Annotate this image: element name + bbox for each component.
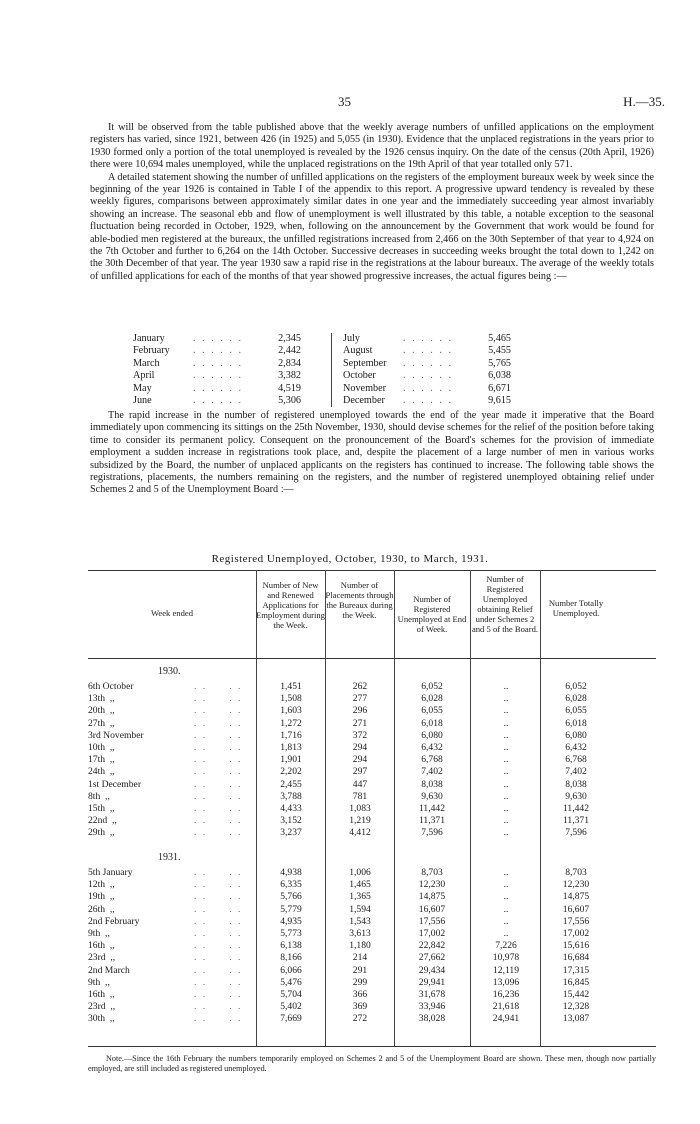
registered-cell: 17,556 bbox=[418, 915, 446, 927]
table-row bbox=[88, 742, 656, 754]
applications-cell: 4,433 bbox=[280, 803, 302, 814]
registered-cell: 29,434 bbox=[418, 964, 446, 976]
relief-cell: .. bbox=[503, 717, 509, 729]
registered-cell: 33,946 bbox=[418, 1001, 446, 1013]
month-name: January bbox=[133, 333, 165, 344]
week-ended: 22nd ,, bbox=[88, 815, 117, 827]
table-row bbox=[88, 879, 656, 891]
total-unemployed-cell: 8,703 bbox=[565, 867, 587, 878]
total-unemployed-cell: 16,684 bbox=[562, 952, 590, 964]
placements-cell: 1,594 bbox=[349, 903, 371, 915]
placements-cell: 297 bbox=[352, 766, 368, 778]
relief-cell: .. bbox=[503, 790, 509, 802]
table-row bbox=[88, 940, 656, 952]
total-unemployed-cell: 8,038 bbox=[565, 778, 587, 790]
table-row bbox=[88, 815, 656, 827]
paragraph-census: It will be observed from the table published above that the weekly average numbers of unfilled applications on the employment registers has varied, since 1921, between 426 (in 1925) and 5,055 (in 1930). Evidence that the unplaced registrations in the years prior to 1930 formed only a portion of the total unemployed is revealed by the 1926 census inquiry. On the date of the census (20th April, 1926) there were 10,694 males unemployed, while the unplaced registrations on the 19th April of that year totalled only 571. bbox=[90, 122, 654, 171]
table-row bbox=[88, 730, 656, 742]
registered-cell: 8,703 bbox=[421, 867, 443, 878]
applications-cell: 6,138 bbox=[280, 940, 302, 952]
relief-cell: 16,236 bbox=[492, 989, 520, 1000]
leader-dots: . . . . . . bbox=[403, 357, 454, 369]
week-ended: 2nd March bbox=[88, 964, 130, 976]
table-row bbox=[88, 754, 656, 766]
leader-dots: . . . . bbox=[194, 989, 243, 1000]
registered-cell: 31,678 bbox=[418, 989, 446, 1000]
applications-cell: 2,455 bbox=[280, 778, 302, 790]
month-row bbox=[343, 370, 511, 382]
month-value: 9,615 bbox=[488, 394, 511, 406]
applications-cell: 5,779 bbox=[280, 903, 302, 915]
total-unemployed-cell: 6,028 bbox=[565, 693, 587, 705]
month-value: 6,038 bbox=[488, 370, 511, 382]
relief-cell: .. bbox=[503, 766, 509, 778]
leader-dots: . . . . bbox=[194, 815, 243, 827]
total-unemployed-cell: 7,402 bbox=[565, 766, 587, 778]
total-unemployed-cell: 14,875 bbox=[562, 891, 590, 903]
table-title-text: Registered Unemployed, October, 1930, to March, 1931. bbox=[211, 553, 489, 565]
registered-cell: 29,941 bbox=[418, 976, 446, 988]
leader-dots: . . . . bbox=[194, 790, 243, 802]
leader-dots: . . . . bbox=[194, 742, 243, 753]
month-value: 2,345 bbox=[278, 333, 301, 344]
registered-cell: 6,052 bbox=[421, 681, 443, 692]
relief-cell: .. bbox=[503, 815, 509, 827]
placements-cell: 291 bbox=[352, 964, 368, 976]
registered-cell: 6,018 bbox=[421, 717, 443, 729]
week-ended: 9th ,, bbox=[88, 976, 110, 988]
applications-cell: 1,508 bbox=[280, 693, 302, 705]
month-row bbox=[133, 370, 301, 382]
header-week-ended: Week ended bbox=[150, 608, 194, 618]
placements-cell: 1,083 bbox=[349, 803, 371, 814]
applications-cell: 5,773 bbox=[280, 928, 302, 939]
month-value: 2,834 bbox=[278, 357, 301, 369]
month-row bbox=[343, 383, 511, 395]
leader-dots: . . . . bbox=[194, 879, 243, 891]
table-title bbox=[0, 553, 700, 565]
month-value: 4,519 bbox=[278, 382, 301, 394]
relief-cell: 21,618 bbox=[492, 1001, 520, 1013]
leader-dots: . . . . bbox=[194, 681, 243, 692]
leader-dots: . . . . . . bbox=[193, 394, 244, 406]
week-ended: 30th ,, bbox=[88, 1013, 115, 1025]
leader-dots: . . . . bbox=[194, 903, 243, 915]
week-ended: 1st December bbox=[88, 778, 142, 790]
table-row bbox=[88, 867, 656, 879]
relief-cell: 12,119 bbox=[492, 964, 520, 976]
month-name: March bbox=[133, 357, 160, 369]
column-divider bbox=[331, 333, 332, 407]
paragraph-board-schemes: The rapid increase in the number of registered unemployed towards the end of the year made it imperative that the Board immediately upon commencing its sittings on the 25th November, 1930, should devise schemes for the relief of the position before taking time to consider its permanent policy. Consequent on the pronouncement of the Board's schemes for the provision of immediate employment a sudden increase in registrations took place, and, despite the placement of a large number of men in various works subsidized by the Board, the number of unplaced applicants on the registers has continued to increase. The following table shows the registrations, placements, the numbers remaining on the registers, and the number of registered unemployed obtaining relief under Schemes 2 and 5 of the Unemployment Board :— bbox=[90, 410, 654, 496]
total-unemployed-cell: 15,616 bbox=[562, 940, 590, 952]
applications-cell: 2,202 bbox=[280, 766, 302, 778]
month-row bbox=[133, 333, 301, 345]
relief-cell: .. bbox=[503, 803, 509, 814]
total-unemployed-cell: 13,087 bbox=[562, 1013, 590, 1025]
placements-cell: 277 bbox=[352, 693, 368, 705]
months-left-column bbox=[133, 333, 301, 407]
total-unemployed-cell: 17,002 bbox=[562, 928, 590, 939]
table-row bbox=[88, 989, 656, 1001]
month-row bbox=[133, 383, 301, 395]
registered-cell: 17,002 bbox=[418, 928, 446, 939]
month-name: August bbox=[343, 345, 373, 357]
placements-cell: 299 bbox=[352, 976, 368, 988]
registered-cell: 11,371 bbox=[418, 815, 446, 827]
registered-cell: 6,055 bbox=[421, 705, 443, 717]
week-ended: 9th ,, bbox=[88, 928, 110, 939]
leader-dots: . . . . bbox=[194, 915, 243, 927]
table-row bbox=[88, 693, 656, 705]
applications-cell: 3,152 bbox=[280, 815, 302, 827]
placements-cell: 1,365 bbox=[349, 891, 371, 903]
total-unemployed-cell: 6,052 bbox=[565, 681, 587, 692]
table-top-rule bbox=[88, 570, 656, 571]
total-unemployed-cell: 12,230 bbox=[562, 879, 590, 891]
leader-dots: . . . . . . bbox=[403, 382, 454, 394]
placements-cell: 296 bbox=[352, 705, 368, 717]
header-new-applications: Number of New and Renewed Applications for Employment during the Week. bbox=[256, 580, 325, 630]
leader-dots: . . . . bbox=[194, 940, 243, 952]
week-ended: 10th ,, bbox=[88, 742, 115, 753]
applications-cell: 7,669 bbox=[280, 1013, 302, 1025]
total-unemployed-cell: 17,556 bbox=[562, 915, 590, 927]
leader-dots: . . . . bbox=[194, 717, 243, 729]
table-row bbox=[88, 977, 656, 989]
year-label-1931: 1931. bbox=[158, 852, 181, 863]
month-name: November bbox=[343, 382, 386, 394]
relief-cell: .. bbox=[503, 879, 509, 891]
month-name: October bbox=[343, 370, 376, 382]
month-name: February bbox=[133, 345, 170, 357]
registered-cell: 6,028 bbox=[421, 693, 443, 705]
placements-cell: 447 bbox=[352, 778, 368, 790]
month-name: June bbox=[133, 394, 152, 406]
total-unemployed-cell: 6,432 bbox=[565, 742, 587, 753]
table-row bbox=[88, 891, 656, 903]
total-unemployed-cell: 15,442 bbox=[562, 989, 590, 1000]
week-ended: 23rd ,, bbox=[88, 952, 116, 964]
applications-cell: 6,066 bbox=[280, 964, 302, 976]
applications-cell: 6,335 bbox=[280, 879, 302, 891]
relief-cell: .. bbox=[503, 681, 509, 692]
placements-cell: 272 bbox=[352, 1013, 368, 1025]
table-row bbox=[88, 718, 656, 730]
leader-dots: . . . . . . bbox=[403, 345, 454, 357]
leader-dots: . . . . . . bbox=[403, 333, 454, 344]
placements-cell: 294 bbox=[352, 742, 368, 753]
leader-dots: . . . . bbox=[194, 891, 243, 903]
week-ended: 2nd February bbox=[88, 915, 140, 927]
total-unemployed-cell: 7,596 bbox=[565, 827, 587, 839]
leader-dots: . . . . bbox=[194, 754, 243, 766]
relief-cell: .. bbox=[503, 891, 509, 903]
month-row bbox=[343, 345, 511, 357]
applications-cell: 5,476 bbox=[280, 976, 302, 988]
placements-cell: 1,219 bbox=[349, 815, 371, 827]
year-label-1930: 1930. bbox=[158, 666, 181, 677]
week-ended: 16th ,, bbox=[88, 989, 115, 1000]
table-bottom-rule bbox=[88, 1046, 656, 1047]
week-ended: 5th January bbox=[88, 867, 133, 878]
total-unemployed-cell: 16,607 bbox=[562, 903, 590, 915]
leader-dots: . . . . bbox=[194, 867, 243, 878]
week-ended: 13th ,, bbox=[88, 693, 115, 705]
relief-cell: 13,096 bbox=[492, 976, 520, 988]
table-row bbox=[88, 791, 656, 803]
applications-cell: 5,704 bbox=[280, 989, 302, 1000]
table-row bbox=[88, 827, 656, 839]
registered-cell: 16,607 bbox=[418, 903, 446, 915]
placements-cell: 366 bbox=[352, 989, 368, 1000]
relief-cell: .. bbox=[503, 778, 509, 790]
table-row bbox=[88, 1013, 656, 1025]
table-row bbox=[88, 904, 656, 916]
month-row bbox=[133, 395, 301, 407]
leader-dots: . . . . . . bbox=[193, 345, 244, 357]
header-registered-unemployed: Number of Registered Unemployed at End of Week. bbox=[397, 594, 467, 634]
total-unemployed-cell: 6,768 bbox=[565, 754, 587, 766]
page-number: 35 bbox=[338, 94, 351, 109]
placements-cell: 1,465 bbox=[349, 879, 371, 891]
relief-cell: .. bbox=[503, 754, 509, 766]
placements-cell: 372 bbox=[352, 729, 368, 741]
paragraph-weekly-statement: A detailed statement showing the number of unfilled applications on the registers of the employment bureaux week by week since the beginning of the year 1926 is contained in Table I of the appendix to this report. A progressive upward tendency is revealed by these weekly figures, comparisons between approximately similar dates in one year and the immediately succeeding year almost invariably showing an increase. The seasonal ebb and flow of unemployment is well illustrated by this table, a notable exception to the seasonal fluctuation being recorded in October, 1929, when, following on the announcement by the Government that work would be found for able-bodied men registered at the bureaux, the unfilled registrations increased from 2,466 on the 30th September of that year to 4,924 on the 7th October and further to 6,264 on the 14th October. Successive decreases in succeeding weeks brought the total down to 1,242 on the 30th December of that year. The year 1930 saw a rapid rise in the registrations at the labour bureaux. The average of the weekly totals of unfilled applications for each of the months of that year showed progressive increases, the actual figures being :— bbox=[90, 171, 654, 282]
leader-dots: . . . . . . bbox=[403, 370, 454, 382]
registered-cell: 6,432 bbox=[421, 742, 443, 753]
registered-cell: 6,080 bbox=[421, 729, 443, 741]
week-ended: 23rd ,, bbox=[88, 1001, 116, 1013]
placements-cell: 294 bbox=[352, 754, 368, 766]
month-row bbox=[343, 395, 511, 407]
leader-dots: . . . . bbox=[194, 928, 243, 939]
applications-cell: 5,766 bbox=[280, 891, 302, 903]
leader-dots: . . . . bbox=[194, 964, 243, 976]
month-row bbox=[343, 358, 511, 370]
placements-cell: 3,613 bbox=[349, 928, 371, 939]
month-name: May bbox=[133, 382, 152, 394]
week-ended: 29th ,, bbox=[88, 827, 115, 839]
header-placements: Number of Placements through the Bureaux during the Week. bbox=[325, 580, 394, 620]
relief-cell: .. bbox=[503, 742, 509, 753]
leader-dots: . . . . bbox=[194, 705, 243, 717]
month-value: 5,465 bbox=[488, 333, 511, 344]
month-value: 5,455 bbox=[488, 345, 511, 357]
week-ended: 27th ,, bbox=[88, 717, 115, 729]
week-ended: 19th ,, bbox=[88, 891, 115, 903]
leader-dots: . . . . . . bbox=[193, 382, 244, 394]
leader-dots: . . . . . . bbox=[193, 333, 244, 344]
total-unemployed-cell: 11,371 bbox=[562, 815, 590, 827]
relief-cell: .. bbox=[503, 928, 509, 939]
relief-cell: .. bbox=[503, 827, 509, 839]
month-value: 2,442 bbox=[278, 345, 301, 357]
registered-cell: 22,842 bbox=[418, 940, 446, 952]
week-ended: 26th ,, bbox=[88, 903, 115, 915]
table-row bbox=[88, 952, 656, 964]
placements-cell: 781 bbox=[352, 790, 368, 802]
registered-cell: 11,442 bbox=[418, 803, 446, 814]
registrations-table bbox=[88, 570, 656, 1047]
applications-cell: 3,788 bbox=[280, 790, 302, 802]
week-ended: 6th October bbox=[88, 681, 134, 692]
week-ended: 16th ,, bbox=[88, 940, 115, 952]
applications-cell: 3,237 bbox=[280, 827, 302, 839]
week-ended: 8th ,, bbox=[88, 790, 110, 802]
months-right-column bbox=[343, 333, 511, 407]
total-unemployed-cell: 12,328 bbox=[562, 1001, 590, 1013]
total-unemployed-cell: 6,018 bbox=[565, 717, 587, 729]
header-totally-unemployed: Number Totally Unemployed. bbox=[548, 598, 604, 618]
placements-cell: 262 bbox=[352, 681, 368, 692]
table-row bbox=[88, 928, 656, 940]
registered-cell: 9,630 bbox=[421, 790, 443, 802]
week-ended: 15th ,, bbox=[88, 803, 115, 814]
leader-dots: . . . . bbox=[194, 952, 243, 964]
table-row bbox=[88, 766, 656, 778]
body-text-middle bbox=[90, 410, 654, 497]
month-row bbox=[343, 333, 511, 345]
applications-cell: 1,813 bbox=[280, 742, 302, 753]
leader-dots: . . . . bbox=[194, 1001, 243, 1013]
week-ended: 12th ,, bbox=[88, 879, 115, 891]
leader-dots: . . . . bbox=[194, 1013, 243, 1025]
month-name: December bbox=[343, 394, 385, 406]
total-unemployed-cell: 6,080 bbox=[565, 729, 587, 741]
applications-cell: 1,272 bbox=[280, 717, 302, 729]
applications-cell: 1,901 bbox=[280, 754, 302, 766]
table-header-rule bbox=[88, 658, 656, 659]
month-value: 3,382 bbox=[278, 370, 301, 382]
leader-dots: . . . . bbox=[194, 729, 243, 741]
relief-cell: .. bbox=[503, 867, 509, 878]
applications-cell: 1,451 bbox=[280, 681, 302, 692]
registered-cell: 14,875 bbox=[418, 891, 446, 903]
registered-cell: 38,028 bbox=[418, 1013, 446, 1025]
placements-cell: 271 bbox=[352, 717, 368, 729]
relief-cell: .. bbox=[503, 915, 509, 927]
registered-cell: 12,230 bbox=[418, 879, 446, 891]
leader-dots: . . . . . . bbox=[193, 370, 244, 382]
table-row bbox=[88, 965, 656, 977]
registered-cell: 8,038 bbox=[421, 778, 443, 790]
leader-dots: . . . . bbox=[194, 766, 243, 778]
applications-cell: 4,935 bbox=[280, 915, 302, 927]
table-row bbox=[88, 916, 656, 928]
leader-dots: . . . . . . bbox=[403, 394, 454, 406]
month-name: July bbox=[343, 333, 360, 344]
relief-cell: 10,978 bbox=[492, 952, 520, 964]
applications-cell: 1,716 bbox=[280, 729, 302, 741]
registered-cell: 7,402 bbox=[421, 766, 443, 778]
relief-cell: .. bbox=[503, 729, 509, 741]
total-unemployed-cell: 6,055 bbox=[565, 705, 587, 717]
leader-dots: . . . . bbox=[194, 803, 243, 814]
leader-dots: . . . . bbox=[194, 827, 243, 839]
placements-cell: 214 bbox=[352, 952, 368, 964]
month-name: April bbox=[133, 370, 155, 382]
leader-dots: . . . . bbox=[194, 693, 243, 705]
applications-cell: 8,166 bbox=[280, 952, 302, 964]
month-value: 5,765 bbox=[488, 357, 511, 369]
relief-cell: .. bbox=[503, 705, 509, 717]
table-row bbox=[88, 681, 656, 693]
table-row bbox=[88, 779, 656, 791]
total-unemployed-cell: 17,315 bbox=[562, 964, 590, 976]
leader-dots: . . . . bbox=[194, 778, 243, 790]
table-row bbox=[88, 803, 656, 815]
week-ended: 3rd November bbox=[88, 729, 144, 741]
applications-cell: 1,603 bbox=[280, 705, 302, 717]
placements-cell: 1,543 bbox=[349, 915, 371, 927]
table-row bbox=[88, 705, 656, 717]
document-code: H.—35. bbox=[623, 94, 665, 109]
placements-cell: 1,006 bbox=[349, 867, 371, 878]
table-note: Note.—Since the 16th February the numbers temporarily employed on Schemes 2 and 5 of the Unemployment Board are shown. These men, though now partially employed, are still included as registered unemployed. bbox=[88, 1054, 656, 1073]
leader-dots: . . . . . . bbox=[193, 357, 244, 369]
total-unemployed-cell: 11,442 bbox=[562, 803, 590, 814]
registered-cell: 7,596 bbox=[421, 827, 443, 839]
month-row bbox=[133, 345, 301, 357]
month-value: 6,671 bbox=[488, 382, 511, 394]
body-text-top bbox=[90, 122, 654, 283]
placements-cell: 4,412 bbox=[349, 827, 371, 839]
month-value: 5,306 bbox=[278, 394, 301, 406]
table-row bbox=[88, 1001, 656, 1013]
month-row bbox=[133, 358, 301, 370]
relief-cell: .. bbox=[503, 693, 509, 705]
applications-cell: 4,938 bbox=[280, 867, 302, 878]
total-unemployed-cell: 9,630 bbox=[565, 790, 587, 802]
leader-dots: . . . . bbox=[194, 976, 243, 988]
month-name: September bbox=[343, 357, 387, 369]
registered-cell: 6,768 bbox=[421, 754, 443, 766]
relief-cell: 24,941 bbox=[492, 1013, 520, 1025]
placements-cell: 369 bbox=[352, 1001, 368, 1013]
week-ended: 24th ,, bbox=[88, 766, 115, 778]
relief-cell: .. bbox=[503, 903, 509, 915]
header-relief-schemes: Number of Registered Unemployed obtaining Relief under Schemes 2 and 5 of the Board. bbox=[471, 574, 539, 634]
applications-cell: 5,402 bbox=[280, 1001, 302, 1013]
week-ended: 17th ,, bbox=[88, 754, 115, 766]
registered-cell: 27,662 bbox=[418, 952, 446, 964]
total-unemployed-cell: 16,845 bbox=[562, 976, 590, 988]
week-ended: 20th ,, bbox=[88, 705, 115, 717]
relief-cell: 7,226 bbox=[495, 940, 517, 952]
placements-cell: 1,180 bbox=[349, 940, 371, 952]
